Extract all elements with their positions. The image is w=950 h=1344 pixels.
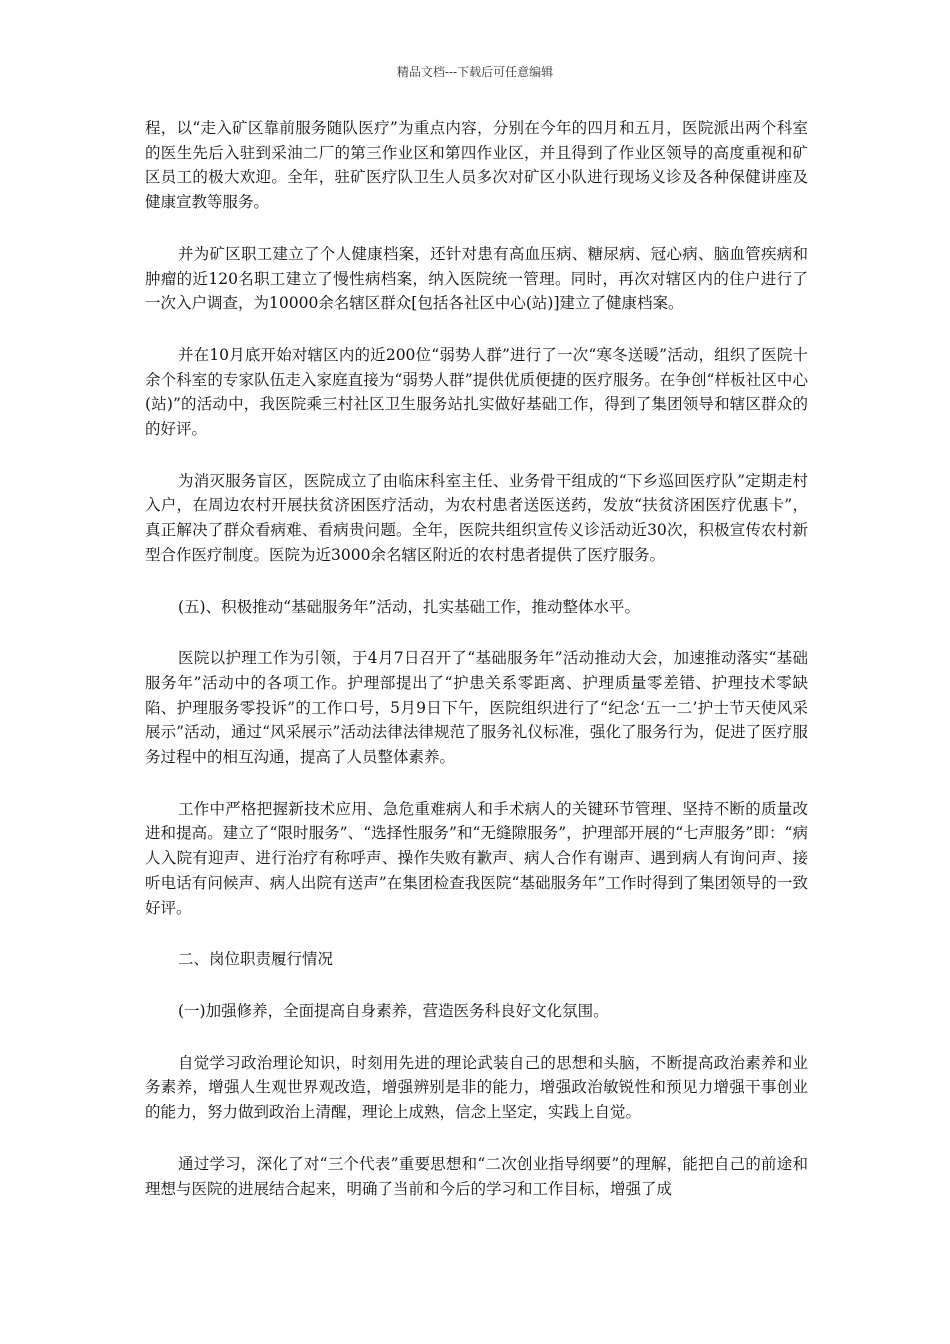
paragraph-1: 程，以“走入矿区靠前服务随队医疗”为重点内容，分别在今年的四月和五月，医院派出两个科室的医生先后入驻到采油二厂的第三作业区和第四作业区，并且得到了作业区领导的高度重视和矿区员工的极大欢迎。全年，驻矿医疗队卫生人员多次对矿区小队进行现场义诊及各种保健讲座及健康宣教等服务。 [145,119,808,212]
paragraph-10: 自觉学习政治理论知识，时刻用先进的理论武装自己的思想和头脑，不断提高政治素养和业务素养，增强人生观世界观改造，增强辨别是非的能力，增强政治敏锐性和预见力增强干事创业的能力，努力做到政治上清醒，理论上成熟，信念上坚定，实践上自觉。 [145,1053,808,1122]
paragraph-11: 通过学习，深化了对“三个代表”重要思想和“二次创业指导纲要”的理解，能把自己的前途和理想与医院的进展结合起来，明确了当前和今后的学习和工作目标，增强了成 [145,1154,808,1198]
paragraph-2: 并为矿区职工建立了个人健康档案，还针对患有高血压病、糖尿病、冠心病、脑血管疾病和肿瘤的近120名职工建立了慢性病档案，纳入医院统一管理。同时，再次对辖区内的住户进行了一次入户调查，为10000余名辖区群众[包括各社区中心(站)]建立了健康档案。 [145,244,808,313]
paragraph-7: 工作中严格把握新技术应用、急危重难病人和手术病人的关键环节管理、坚持不断的质量改进和提高。建立了“限时服务”、“选择性服务”和“无缝隙服务”，护理部开展的“七声服务”即：“病人入院有迎声、进行治疗有称呼声、操作失败有歉声、病人合作有谢声、遇到病人有询问声、接听电话有问候声、病人出院有送声”在集团检查我医院“基础服务年”工作时得到了集团领导的一致好评。 [145,799,808,917]
section-heading-2: 二、岗位职责履行情况 [178,950,334,969]
document-body [145,116,808,1228]
paragraph-6: 医院以护理工作为引领，于4月7日召开了“基础服务年”活动推动大会，加速推动落实“基础服务年”活动中的各项工作。护理部提出了“护患关系零距离、护理质量零差错、护理技术零缺陷、护理服务零投诉”的工作口号，5月9日下午，医院组织进行了“纪念‘五一二’护士节天使风采展示”活动，通过“风采展示”活动法律法律规范了服务礼仪标准，强化了服务行为，促进了医疗服务过程中的相互沟通，提高了人员整体素养。 [145,649,808,767]
paragraph-4: 为消灭服务盲区，医院成立了由临床科室主任、业务骨干组成的“下乡巡回医疗队”定期走村入户，在周边农村开展扶贫济困医疗活动，为农村患者送医送药，发放“扶贫济困医疗优惠卡”，真正解决了群众看病难、看病贵问题。全年，医院共组织宣传义诊活动近30次，积极宣传农村新型合作医疗制度。医院为近3000余名辖区附近的农村患者提供了医疗服务。 [145,471,808,564]
paragraph-3: 并在10月底开始对辖区内的近200位“弱势人群”进行了一次“寒冬送暖”活动，组织了医院十余个科室的专家队伍走入家庭直接为“弱势人群”提供优质便捷的医疗服务。在争创“样板社区中心(站)”的活动中，我医院乘三村社区卫生服务站扎实做好基础工作，得到了集团领导和辖区群众的的好评。 [145,345,808,439]
page-header: 精品文档---下载后可任意编辑 [396,65,554,79]
section-heading-5: (五)、积极推动“基础服务年”活动，扎实基础工作，推动整体水平。 [178,597,640,616]
subsection-heading-1: (一)加强修养，全面提高自身素养，营造医务科良好文化氛围。 [178,1001,609,1020]
